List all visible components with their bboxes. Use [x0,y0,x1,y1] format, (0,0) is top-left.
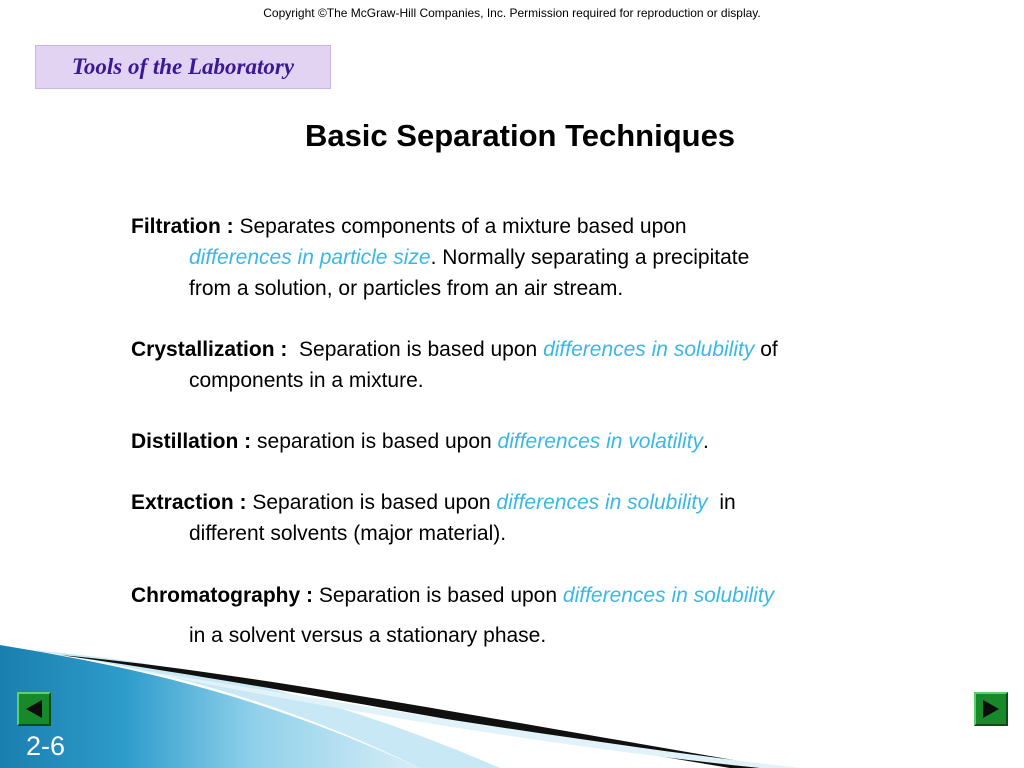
distillation-term: Distillation : [131,430,252,453]
extraction-post: in [719,491,736,514]
slide-title: Basic Separation Techniques [304,118,736,153]
triangle-right-icon [980,698,1002,720]
previous-slide-button[interactable] [17,692,51,726]
distillation-highlight: differences in volatility [497,430,703,453]
filtration-line-1 [131,211,931,242]
extraction-line-1 [131,487,931,518]
footer-swoosh-graphic [0,645,1024,768]
crystallization-pre: Separation is based upon [299,338,538,361]
filtration-line-3: from a solution, or particles from an air stream. [189,277,624,300]
technique-filtration [131,211,931,304]
extraction-line-2: different solvents (major material). [189,522,507,545]
chromatography-term: Chromatography : [131,584,314,607]
chromatography-line-2: in a solvent versus a stationary phase. [189,624,547,647]
technique-distillation [131,426,931,457]
crystallization-line-1 [131,334,931,365]
crystallization-term: Crystallization : [131,338,288,361]
distillation-line-1 [131,426,931,457]
chromatography-line-1 [131,580,931,611]
extraction-term: Extraction : [131,491,247,514]
technique-extraction [131,487,931,549]
technique-chromatography [131,580,931,651]
extraction-highlight: differences in solubility [496,491,708,514]
copyright-notice: Copyright ©The McGraw-Hill Companies, Inc. Permission required for reproduction or display. [263,6,761,20]
distillation-post: . [702,430,709,453]
filtration-rest: . Normally separating a precipitate [430,246,750,269]
section-tag-label: Tools of the Laboratory [71,54,295,79]
slide-number: 2-6 [26,731,66,761]
crystallization-line-2: components in a mixture. [189,369,424,392]
triangle-left-icon [23,698,45,720]
filtration-line-2 [131,242,931,273]
crystallization-highlight: differences in solubility [543,338,755,361]
filtration-description: Separates components of a mixture based upon [239,215,687,238]
filtration-highlight: differences in particle size [189,246,431,269]
extraction-pre: Separation is based upon [252,491,491,514]
chromatography-pre: Separation is based upon [318,584,558,607]
distillation-pre: separation is based upon [257,430,492,453]
technique-crystallization [131,334,931,396]
chromatography-highlight: differences in solubility [562,584,775,607]
section-tag [35,45,331,89]
crystallization-post: of [760,338,778,361]
filtration-term: Filtration : [131,215,234,238]
next-slide-button[interactable] [974,692,1008,726]
